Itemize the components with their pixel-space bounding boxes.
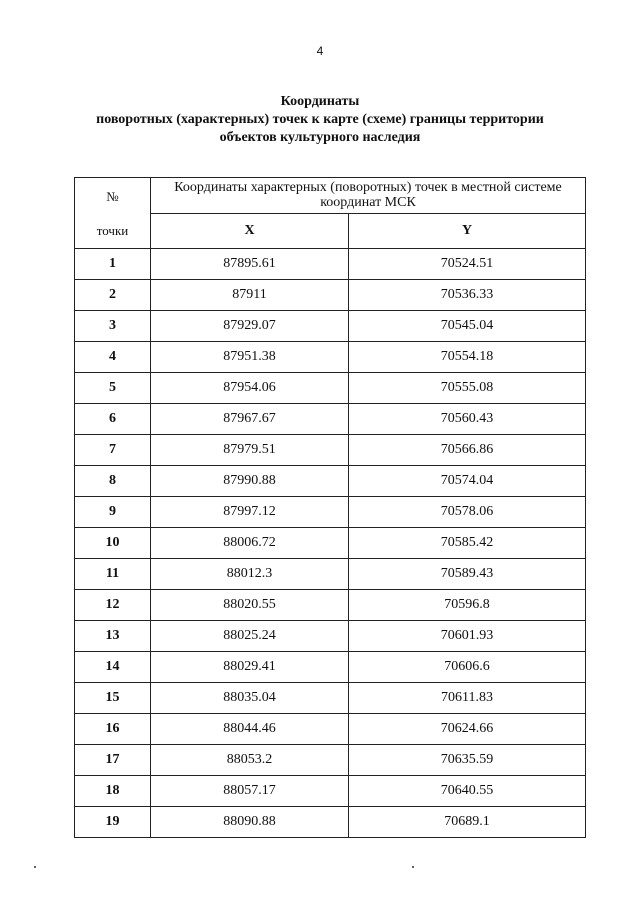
table-row [75, 311, 586, 342]
x-coordinate-cell: 88025.24 [151, 621, 349, 652]
point-number-cell: 16 [75, 714, 151, 745]
x-coordinate-cell: 88020.55 [151, 590, 349, 621]
y-coordinate-cell: 70611.83 [349, 683, 586, 714]
number-sign: № [106, 189, 119, 204]
table-row [75, 776, 586, 807]
point-number-cell: 11 [75, 559, 151, 590]
x-coordinate-cell: 87997.12 [151, 497, 349, 528]
y-coordinate-cell: 70578.06 [349, 497, 586, 528]
y-coordinate-cell: 70635.59 [349, 745, 586, 776]
point-number-cell: 10 [75, 528, 151, 559]
table-row [75, 435, 586, 466]
point-number-cell: 2 [75, 280, 151, 311]
table-row [75, 373, 586, 404]
x-coordinate-cell: 87954.06 [151, 373, 349, 404]
table-row [75, 621, 586, 652]
x-coordinate-cell: 88057.17 [151, 776, 349, 807]
x-coordinate-cell: 88006.72 [151, 528, 349, 559]
x-coordinate-cell: 88053.2 [151, 745, 349, 776]
x-coordinate-cell: 87979.51 [151, 435, 349, 466]
point-label: точки [96, 223, 129, 238]
scan-speck [412, 866, 414, 868]
point-number-cell: 4 [75, 342, 151, 373]
x-header: X [151, 213, 349, 249]
y-coordinate-cell: 70601.93 [349, 621, 586, 652]
table-row [75, 652, 586, 683]
table-row [75, 249, 586, 280]
title-line-1: Координаты [280, 94, 360, 109]
y-coordinate-cell: 70640.55 [349, 776, 586, 807]
y-coordinate-cell: 70689.1 [349, 807, 586, 838]
table-header-row-2 [75, 213, 586, 249]
y-coordinate-cell: 70560.43 [349, 404, 586, 435]
point-number-cell: 8 [75, 466, 151, 497]
table-row [75, 466, 586, 497]
y-coordinate-cell: 70554.18 [349, 342, 586, 373]
x-coordinate-cell: 87951.38 [151, 342, 349, 373]
table-row [75, 590, 586, 621]
point-number-cell: 12 [75, 590, 151, 621]
coordinates-header: Координаты характерных (поворотных) точек в местной системе координат МСК [151, 178, 586, 214]
y-coordinate-cell: 70589.43 [349, 559, 586, 590]
point-number-cell: 6 [75, 404, 151, 435]
scan-speck [34, 866, 36, 868]
x-coordinate-cell: 87895.61 [151, 249, 349, 280]
coordinates-table-body [75, 178, 586, 838]
table-row [75, 342, 586, 373]
x-coordinate-cell: 88044.46 [151, 714, 349, 745]
document-title [60, 93, 580, 147]
point-number-cell: 17 [75, 745, 151, 776]
title-line-2: поворотных (характерных) точек к карте (схеме) границы территории [96, 112, 544, 127]
point-number-cell: 7 [75, 435, 151, 466]
table-row [75, 807, 586, 838]
y-coordinate-cell: 70585.42 [349, 528, 586, 559]
y-coordinate-cell: 70545.04 [349, 311, 586, 342]
x-coordinate-cell: 87967.67 [151, 404, 349, 435]
coordinates-table [74, 177, 586, 838]
x-coordinate-cell: 87911 [151, 280, 349, 311]
y-coordinate-cell: 70606.6 [349, 652, 586, 683]
y-header: Y [349, 213, 586, 249]
table-row [75, 714, 586, 745]
x-coordinate-cell: 88012.3 [151, 559, 349, 590]
point-number-cell: 19 [75, 807, 151, 838]
y-coordinate-cell: 70596.8 [349, 590, 586, 621]
table-row [75, 745, 586, 776]
point-number-cell: 9 [75, 497, 151, 528]
point-number-cell: 3 [75, 311, 151, 342]
x-coordinate-cell: 87990.88 [151, 466, 349, 497]
point-number-cell: 13 [75, 621, 151, 652]
point-number-cell: 15 [75, 683, 151, 714]
y-coordinate-cell: 70624.66 [349, 714, 586, 745]
table-row [75, 404, 586, 435]
y-coordinate-cell: 70524.51 [349, 249, 586, 280]
table-row [75, 497, 586, 528]
table-header-row-1 [75, 178, 586, 214]
y-coordinate-cell: 70566.86 [349, 435, 586, 466]
title-line-3: объектов культурного наследия [219, 130, 421, 145]
x-coordinate-cell: 88029.41 [151, 652, 349, 683]
page-number: 4 [316, 44, 324, 58]
point-number-header [75, 178, 151, 249]
table-row [75, 280, 586, 311]
x-coordinate-cell: 87929.07 [151, 311, 349, 342]
point-number-cell: 18 [75, 776, 151, 807]
point-number-cell: 14 [75, 652, 151, 683]
y-coordinate-cell: 70555.08 [349, 373, 586, 404]
y-coordinate-cell: 70574.04 [349, 466, 586, 497]
y-coordinate-cell: 70536.33 [349, 280, 586, 311]
point-number-cell: 1 [75, 249, 151, 280]
x-coordinate-cell: 88035.04 [151, 683, 349, 714]
table-row [75, 683, 586, 714]
x-coordinate-cell: 88090.88 [151, 807, 349, 838]
table-row [75, 559, 586, 590]
point-number-cell: 5 [75, 373, 151, 404]
table-row [75, 528, 586, 559]
